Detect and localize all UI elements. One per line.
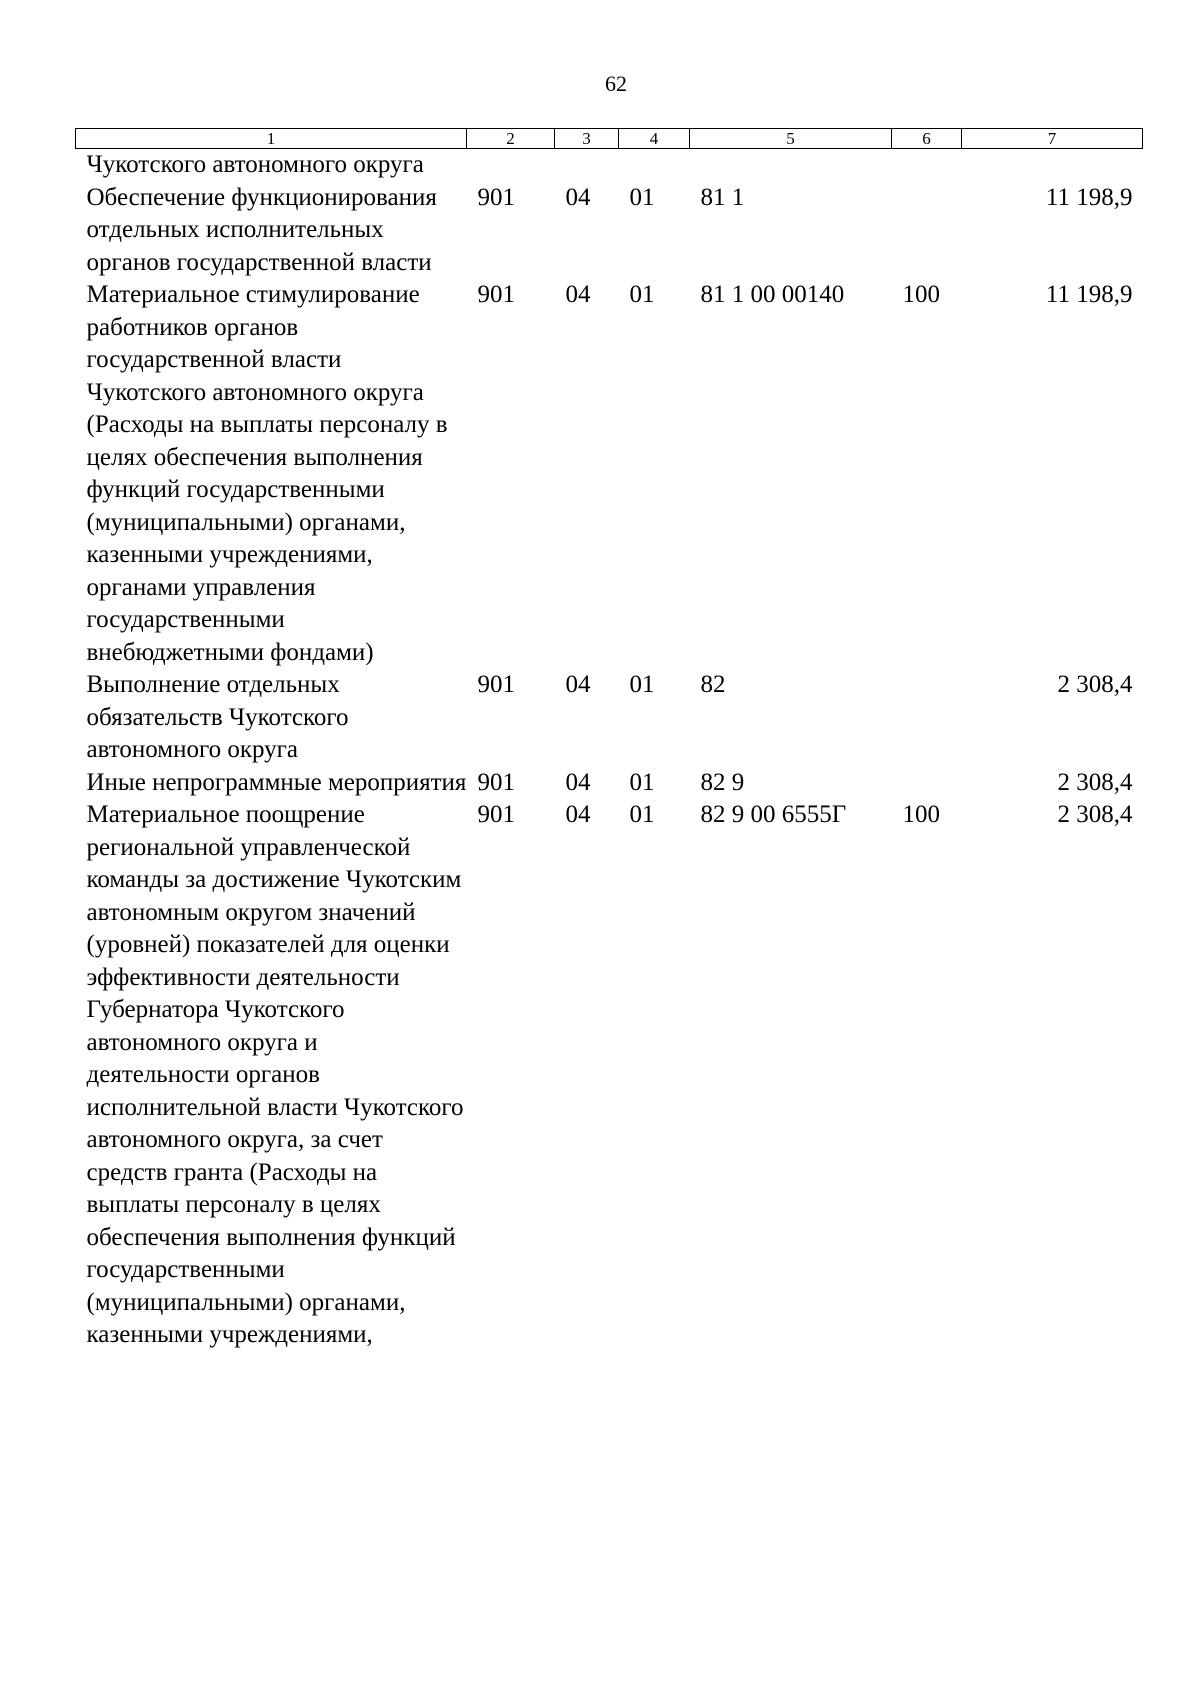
row-expense-type: 100 bbox=[902, 801, 940, 828]
row-name: Чукотского автономного округа bbox=[86, 151, 424, 178]
row-amount: 2 308,4 bbox=[1057, 768, 1133, 796]
row-admin-code: 901 bbox=[477, 183, 515, 211]
row-section: 04 bbox=[565, 801, 591, 828]
table-body bbox=[76, 149, 1143, 1352]
row-section: 04 bbox=[565, 768, 591, 796]
table-row bbox=[76, 799, 1143, 1352]
row-amount: 2 308,4 bbox=[1057, 671, 1133, 698]
row-expense-type: 100 bbox=[902, 281, 940, 308]
row-expense-type bbox=[892, 182, 962, 280]
column-header-3: 3 bbox=[555, 129, 619, 149]
page-number: 62 bbox=[605, 71, 627, 96]
row-amount bbox=[962, 149, 1143, 182]
column-header-4: 4 bbox=[619, 129, 690, 149]
table-row bbox=[76, 767, 1143, 800]
header-row bbox=[76, 129, 1143, 149]
row-subsection bbox=[619, 149, 690, 182]
row-expense-type bbox=[892, 767, 962, 800]
row-admin-code: 901 bbox=[477, 281, 515, 308]
table-header bbox=[76, 129, 1143, 149]
row-subsection: 01 bbox=[629, 768, 655, 796]
row-name: Иные непрограммные мероприятия bbox=[86, 768, 467, 796]
column-header-5: 5 bbox=[690, 129, 892, 149]
row-target-article: 82 9 bbox=[700, 768, 745, 796]
row-amount: 2 308,4 bbox=[1057, 801, 1133, 828]
row-admin-code: 901 bbox=[477, 801, 515, 828]
row-name: Обеспечение функционирования отдельных исполнительных органов государственной власти bbox=[86, 183, 437, 276]
table-row bbox=[76, 669, 1143, 767]
row-expense-type bbox=[892, 669, 962, 767]
row-target-article: 81 1 00 00140 bbox=[700, 281, 845, 308]
row-amount: 11 198,9 bbox=[1045, 183, 1133, 211]
column-header-1: 1 bbox=[76, 129, 467, 149]
row-amount: 11 198,9 bbox=[1045, 281, 1133, 308]
table-row bbox=[76, 279, 1143, 669]
row-name: Материальное стимулирование работников органов государственной власти Чукотского автономного округа (Расходы на выплаты персоналу в целях обеспечения выполнения функций государственными (муниципальными) органами, казенными учреждениями, органами управления государственными внебюджетными фондами) bbox=[86, 281, 448, 666]
row-subsection: 01 bbox=[629, 801, 655, 828]
row-admin-code: 901 bbox=[477, 768, 515, 796]
row-subsection: 01 bbox=[629, 183, 655, 211]
column-header-6: 6 bbox=[892, 129, 962, 149]
row-name: Выполнение отдельных обязательств Чукотского автономного округа bbox=[86, 671, 349, 763]
row-section: 04 bbox=[565, 281, 591, 308]
row-target-article: 82 bbox=[700, 671, 726, 698]
row-target-article: 81 1 bbox=[700, 183, 745, 211]
row-admin-code: 901 bbox=[477, 671, 515, 698]
row-target-article bbox=[690, 149, 892, 182]
row-section: 04 bbox=[565, 183, 591, 211]
column-header-2: 2 bbox=[467, 129, 555, 149]
table-row bbox=[76, 149, 1143, 182]
row-target-article: 82 9 00 6555Г bbox=[700, 801, 847, 828]
table-row bbox=[76, 182, 1143, 280]
row-section: 04 bbox=[565, 671, 591, 698]
budget-table bbox=[75, 128, 1143, 1352]
column-header-7: 7 bbox=[962, 129, 1143, 149]
row-section bbox=[555, 149, 619, 182]
row-subsection: 01 bbox=[629, 281, 655, 308]
row-expense-type bbox=[892, 149, 962, 182]
row-subsection: 01 bbox=[629, 671, 655, 698]
row-name: Материальное поощрение региональной управленческой команды за достижение Чукотским автономным округом значений (уровней) показателей для оценки эффективности деятельности Губернатора Чукотского автономного округа и деятельности органов исполнительной власти Чукотского автономного округа, за счет средств гранта (Расходы на выплаты персоналу в целях обеспечения выполнения функций государственными (муниципальными) органами, казенными учреждениями, bbox=[86, 801, 464, 1348]
row-admin-code bbox=[467, 149, 555, 182]
